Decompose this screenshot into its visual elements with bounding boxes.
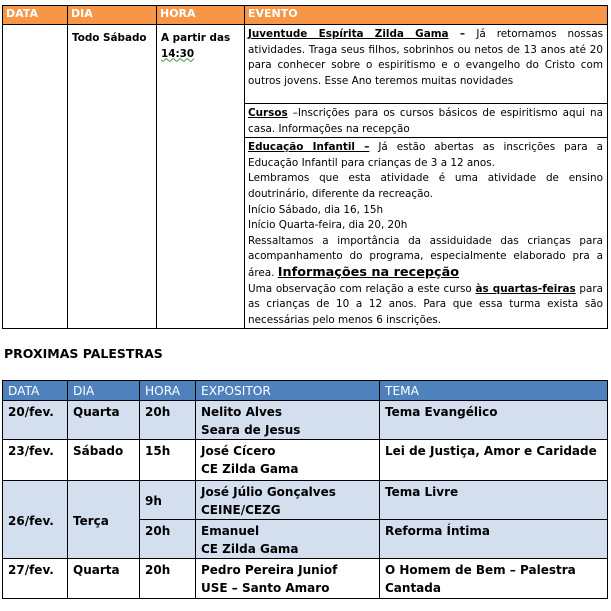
educacao-text4a: Uma observação com relação a este curso <box>248 282 476 295</box>
educacao-text4b: para as crianças de 10 a 12 anos. Para que essa turma exista são necessárias pelo menos 6 inscrições. <box>248 282 604 326</box>
talk-row <box>3 481 608 520</box>
events-header-dia: DIA <box>68 6 157 25</box>
talk-expositor-org: CEINE/CEZG <box>201 503 281 517</box>
juventude-text: Já retornamos nossas atividades. Traga seus filhos, sobrinhos ou netos de 13 anos até 20 para conhecer sobre o espiritismo e o evangelho do Cristo com outros jovens. Esse Ano teremos muitas novidades <box>248 28 604 87</box>
talk-expositor-name: José Cícero <box>201 444 276 458</box>
events-cell-dia: Todo Sábado <box>68 25 157 329</box>
events-header-data: DATA <box>3 6 68 25</box>
educacao-text2: Lembramos que esta atividade é uma atividade de ensino doutrinário, diferente da recreação. <box>248 172 603 200</box>
talks-table <box>2 380 608 599</box>
palestras-heading: PROXIMAS PALESTRAS <box>4 346 163 361</box>
educacao-title: Educação Infantil – <box>248 141 370 154</box>
talk-hora: 20h <box>140 520 196 559</box>
talk-expositor <box>196 520 380 559</box>
event-educacao <box>245 138 608 329</box>
talk-expositor-name: José Júlio Gonçalves <box>201 485 336 499</box>
talk-dia: Quarta <box>68 401 140 440</box>
talks-header-hora: HORA <box>140 381 196 401</box>
educacao-inicio1: Início Sábado, dia 16, 15h <box>248 203 384 216</box>
talk-data: 27/fev. <box>3 559 68 599</box>
events-header-row <box>3 6 608 25</box>
talk-tema: Tema Evangélico <box>380 401 608 440</box>
talk-expositor-org: CE Zilda Gama <box>201 462 299 476</box>
events-cell-data <box>3 25 68 329</box>
talk-hora: 20h <box>140 401 196 440</box>
talk-expositor-org: Seara de Jesus <box>201 423 301 437</box>
talk-row <box>3 401 608 440</box>
talk-expositor-name: Pedro Pereira Juniof <box>201 563 338 577</box>
talk-expositor-org: USE – Santo Amaro <box>201 581 330 595</box>
talks-header-expositor: EXPOSITOR <box>196 381 380 401</box>
talk-hora: 9h <box>140 481 196 520</box>
educacao-info: Informações na recepção <box>277 264 460 280</box>
talk-expositor <box>196 481 380 520</box>
talks-header-data: DATA <box>3 381 68 401</box>
events-cell-hora <box>157 25 245 329</box>
hora-line2: 14:30 <box>161 47 195 60</box>
talk-tema: Tema Livre <box>380 481 608 520</box>
talk-expositor <box>196 559 380 599</box>
event-cursos <box>245 104 608 138</box>
events-table <box>2 5 608 329</box>
talk-data: 26/fev. <box>3 481 68 559</box>
talk-expositor-name: Emanuel <box>201 524 260 538</box>
talk-data: 23/fev. <box>3 440 68 481</box>
educacao-quartas: às quartas-feiras <box>475 282 576 295</box>
talk-row <box>3 440 608 481</box>
educacao-inicio2: Início Quarta-feira, dia 20, 20h <box>248 219 408 232</box>
talk-expositor <box>196 440 380 481</box>
talk-hora: 20h <box>140 559 196 599</box>
cursos-text: –Inscrições para os cursos básicos de espiritismo aqui na casa. Informações na recepção <box>248 107 603 135</box>
educacao-text3: Ressaltamos a importância da assiduidade das crianças para acompanhamento do programa, especialmente elaborado pra a área. <box>248 234 603 279</box>
hora-line1: A partir das <box>161 32 231 44</box>
talk-dia: Sábado <box>68 440 140 481</box>
events-row-juventude <box>3 25 608 104</box>
talks-header-row <box>3 381 608 401</box>
talk-expositor <box>196 401 380 440</box>
juventude-title: Juventude Espírita Zilda Gama <box>248 28 449 40</box>
talk-dia: Terça <box>68 481 140 559</box>
talk-expositor-org: CE Zilda Gama <box>201 542 299 556</box>
educacao-text3-wrap <box>248 234 603 282</box>
talk-tema: Reforma Íntima <box>380 520 608 559</box>
juventude-dash: – <box>448 28 477 40</box>
talk-data: 20/fev. <box>3 401 68 440</box>
educacao-text1: Já estão abertas as inscrições para a Educação Infantil para crianças de 3 a 12 anos. <box>248 141 603 169</box>
cursos-title: Cursos <box>248 107 288 119</box>
talk-expositor-name: Nelito Alves <box>201 405 283 419</box>
events-header-evento: EVENTO <box>245 6 608 25</box>
educacao-text4-wrap <box>248 282 603 329</box>
talk-row <box>3 559 608 599</box>
talks-header-tema: TEMA <box>380 381 608 401</box>
event-juventude <box>245 25 608 104</box>
talk-dia: Quarta <box>68 559 140 599</box>
talk-hora: 15h <box>140 440 196 481</box>
talk-tema: O Homem de Bem – Palestra Cantada <box>380 559 608 599</box>
talks-header-dia: DIA <box>68 381 140 401</box>
talk-tema: Lei de Justiça, Amor e Caridade <box>380 440 608 481</box>
events-header-hora: HORA <box>157 6 245 25</box>
